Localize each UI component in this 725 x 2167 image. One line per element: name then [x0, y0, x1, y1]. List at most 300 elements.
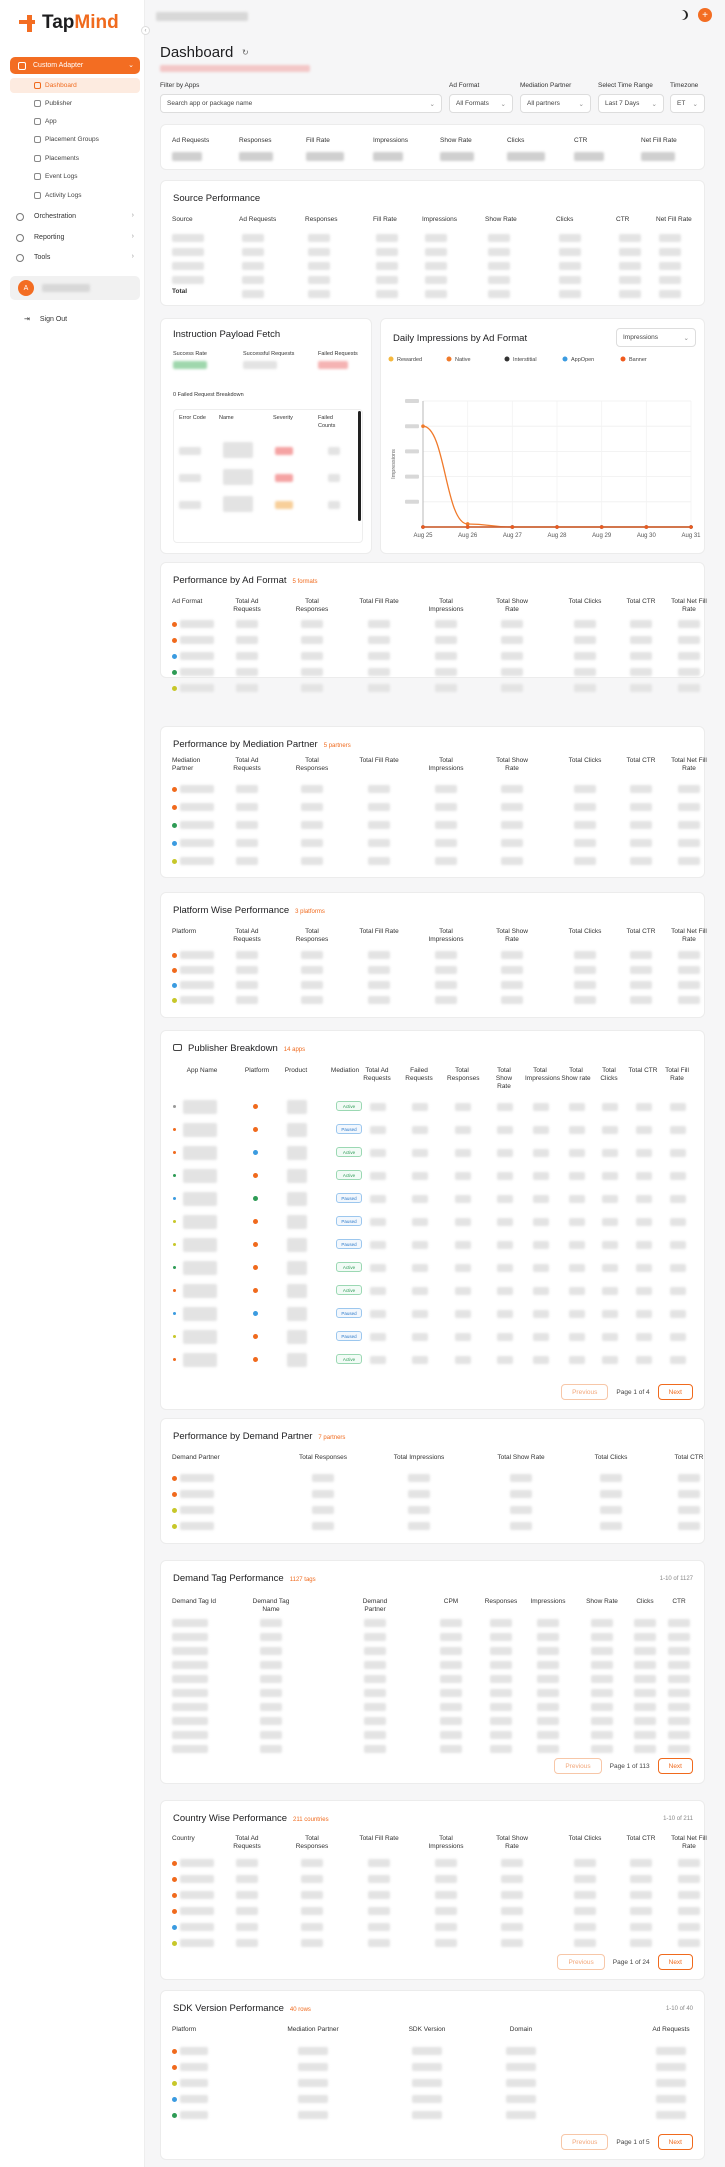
y-tick-redacted — [405, 475, 419, 479]
data-point-banner — [555, 525, 559, 529]
next-button[interactable]: Next — [658, 2134, 693, 2150]
table-cell — [435, 1891, 457, 1899]
legend-label: Interstitial — [513, 357, 537, 363]
table-cell — [368, 996, 390, 1004]
table-cell — [440, 1703, 462, 1711]
table-cell — [435, 1907, 457, 1915]
table-cell — [591, 1633, 613, 1641]
refresh-icon[interactable]: ↻ — [242, 48, 249, 57]
failed-breakdown-label: 0 Failed Request Breakdown — [173, 392, 244, 398]
table-cell — [678, 1490, 700, 1498]
sidebar-item-app[interactable]: App — [10, 114, 140, 129]
table-cell — [501, 1923, 523, 1931]
table-cell — [668, 1745, 690, 1753]
x-tick-label: Aug 29 — [592, 533, 612, 539]
table-cell — [172, 276, 204, 284]
column-header: Total CTR — [628, 1067, 658, 1074]
next-button[interactable]: Next — [658, 1954, 693, 1970]
table-cell — [308, 248, 330, 256]
row-dot — [173, 1335, 176, 1338]
collapse-sidebar-button[interactable]: ‹ — [141, 26, 150, 35]
previous-button[interactable]: Previous — [557, 1954, 604, 1970]
table-cell — [488, 290, 510, 298]
table-cell — [368, 684, 390, 692]
table-cell — [537, 1661, 559, 1669]
table-cell — [636, 1333, 652, 1341]
next-button[interactable]: Next — [658, 1758, 693, 1774]
table-cell — [368, 1923, 390, 1931]
column-header: Ad Format — [172, 598, 203, 605]
table-cell — [412, 1310, 428, 1318]
table-cell — [488, 234, 510, 242]
platform-dot — [253, 1288, 258, 1293]
table-cell — [501, 981, 523, 989]
x-tick-label: Aug 28 — [547, 533, 567, 539]
table-cell — [260, 1703, 282, 1711]
adapter-icon — [18, 62, 26, 70]
table-cell — [236, 1875, 258, 1883]
table-cell — [370, 1172, 386, 1180]
country-card-title-text: Country Wise Performance — [173, 1813, 288, 1824]
column-header: Mediation Partner — [172, 757, 201, 772]
table-cell — [260, 1619, 282, 1627]
platform-card — [160, 892, 705, 1018]
table-cell — [678, 1891, 700, 1899]
table-cell — [591, 1689, 613, 1697]
table-cell — [533, 1149, 549, 1157]
table-cell — [533, 1310, 549, 1318]
table-cell — [180, 620, 214, 628]
platform-card-title-text: Platform Wise Performance — [173, 905, 290, 916]
table-cell — [634, 1661, 656, 1669]
column-header: Total CTR — [626, 757, 656, 764]
table-cell — [569, 1103, 585, 1111]
table-cell — [659, 276, 681, 284]
table-cell — [368, 1907, 390, 1915]
table-cell — [408, 1474, 430, 1482]
table-cell — [630, 803, 652, 811]
table-cell — [172, 1717, 208, 1725]
table-cell — [636, 1241, 652, 1249]
metric-select[interactable]: Impressions ⌄ — [616, 328, 696, 347]
table-cell — [301, 668, 323, 676]
table-cell — [236, 839, 258, 847]
table-cell — [636, 1287, 652, 1295]
table-cell — [630, 839, 652, 847]
table-cell — [180, 1923, 214, 1931]
table-cell — [533, 1218, 549, 1226]
table-cell — [574, 1859, 596, 1867]
table-cell — [533, 1126, 549, 1134]
data-point-banner — [421, 525, 425, 529]
country-card-badge: 211 countries — [293, 1817, 329, 1823]
table-cell — [636, 1218, 652, 1226]
column-header: Total Responses — [298, 1454, 348, 1461]
table-cell — [574, 996, 596, 1004]
table-cell — [180, 684, 214, 692]
kpi-label: Ad Requests — [172, 137, 210, 144]
row-dot — [173, 1220, 176, 1223]
color-dot — [172, 841, 177, 846]
format-select[interactable]: All Formats ⌄ — [449, 94, 513, 113]
table-cell — [301, 785, 323, 793]
sidebar-item-placements[interactable]: Placements — [10, 151, 140, 166]
column-header: Mediation — [330, 1067, 360, 1074]
table-cell — [501, 996, 523, 1004]
table-cell — [260, 1689, 282, 1697]
table-cell — [574, 1907, 596, 1915]
column-header: Total Clicks — [568, 598, 602, 605]
table-cell — [678, 1907, 700, 1915]
table-cell — [242, 290, 264, 298]
table-cell — [678, 981, 700, 989]
table-cell — [368, 1859, 390, 1867]
success-rate-label: Success Rate — [173, 351, 207, 357]
column-header: Platform — [172, 2026, 197, 2033]
table-cell — [678, 1506, 700, 1514]
table-cell — [537, 1703, 559, 1711]
table-cell — [630, 652, 652, 660]
table-cell — [670, 1103, 686, 1111]
error-code-cell — [179, 501, 201, 509]
table-cell — [370, 1218, 386, 1226]
column-header: Total Show Rate — [496, 598, 528, 613]
product-cell — [287, 1284, 307, 1298]
table-cell — [425, 234, 447, 242]
kpi-label: Show Rate — [440, 137, 472, 144]
table-cell — [370, 1195, 386, 1203]
table-cell — [490, 1633, 512, 1641]
table-cell — [440, 1745, 462, 1753]
table-cell — [510, 1522, 532, 1530]
table-cell — [634, 1619, 656, 1627]
pagination — [557, 1954, 693, 1970]
app-name-cell — [183, 1307, 217, 1321]
app-name-cell — [183, 1146, 217, 1160]
table-cell — [497, 1241, 513, 1249]
table-cell — [668, 1717, 690, 1725]
table-cell — [668, 1619, 690, 1627]
table-cell — [636, 1172, 652, 1180]
user-profile[interactable] — [10, 276, 140, 300]
table-cell — [490, 1675, 512, 1683]
sdk-version-card-badge: 40 rows — [289, 2007, 311, 2013]
sidebar-item-orchestration[interactable]: Orchestration › — [10, 209, 140, 224]
table-cell — [364, 1717, 386, 1725]
table-cell — [180, 803, 214, 811]
table-cell — [236, 1923, 258, 1931]
column-header: Source — [172, 216, 193, 223]
table-cell — [455, 1218, 471, 1226]
row-dot — [173, 1358, 176, 1361]
table-cell — [656, 2111, 686, 2119]
table-cell — [602, 1195, 618, 1203]
table-cell — [569, 1356, 585, 1364]
table-cell — [490, 1661, 512, 1669]
table-cell — [670, 1241, 686, 1249]
color-dot — [172, 1941, 177, 1946]
chevron-down-icon: ⌄ — [128, 62, 134, 69]
table-cell — [559, 290, 581, 298]
table-cell — [312, 1506, 334, 1514]
status-badge: Paused — [336, 1331, 362, 1341]
column-header: Platform — [244, 1067, 270, 1074]
table-cell — [368, 1891, 390, 1899]
table-cell — [668, 1731, 690, 1739]
table-cell — [490, 1731, 512, 1739]
platform-dot — [253, 1104, 258, 1109]
error-name-cell — [223, 442, 253, 458]
table-cell — [308, 234, 330, 242]
app-name-cell — [183, 1284, 217, 1298]
table-cell — [236, 684, 258, 692]
app-name-cell — [183, 1169, 217, 1183]
legend-dot — [447, 357, 452, 362]
failed-requests-value — [318, 361, 348, 369]
source-performance-title: Source Performance — [173, 193, 261, 204]
table-cell — [435, 1859, 457, 1867]
subtitle-redacted — [160, 65, 310, 72]
column-header: Total Show Rate — [497, 1454, 545, 1461]
table-cell — [600, 1522, 622, 1530]
column-header: Total Fill Rate — [665, 1067, 689, 1082]
time-range-select[interactable]: Last 7 Days ⌄ — [598, 94, 664, 113]
sidebar-item-placement-groups[interactable]: Placement Groups — [10, 132, 140, 147]
kpi-value — [507, 152, 545, 161]
color-dot — [172, 968, 177, 973]
table-cell — [501, 1907, 523, 1915]
column-header: Total Ad Requests — [233, 928, 261, 943]
table-cell — [591, 1745, 613, 1753]
table-cell — [412, 2079, 442, 2087]
table-cell — [533, 1287, 549, 1295]
table-cell — [533, 1356, 549, 1364]
timezone-select[interactable]: ET ⌄ — [670, 94, 705, 113]
add-button[interactable]: + — [698, 8, 712, 22]
table-cell — [501, 668, 523, 676]
table-cell — [412, 2095, 442, 2103]
column-header: Total CTR — [626, 598, 656, 605]
table-cell — [364, 1731, 386, 1739]
table-cell — [619, 276, 641, 284]
table-cell — [501, 1875, 523, 1883]
table-cell — [308, 290, 330, 298]
table-cell — [370, 1356, 386, 1364]
table-cell — [574, 684, 596, 692]
platform-dot — [253, 1311, 258, 1316]
table-cell — [488, 276, 510, 284]
table-cell — [678, 1875, 700, 1883]
table-cell — [574, 857, 596, 865]
kpi-label: Clicks — [507, 137, 525, 144]
table-cell — [312, 1490, 334, 1498]
chevron-down-icon: ⌄ — [429, 101, 435, 108]
column-header: App Name — [186, 1067, 218, 1074]
table-cell — [574, 1875, 596, 1883]
sidebar-item-tools[interactable]: Tools › — [10, 250, 140, 265]
column-header: Total CTR — [626, 1835, 656, 1842]
table-cell — [670, 1356, 686, 1364]
product-cell — [287, 1123, 307, 1137]
chevron-right-icon: › — [131, 233, 134, 240]
chevron-down-icon: ⌄ — [683, 335, 689, 342]
status-badge: Active — [336, 1285, 362, 1295]
color-dot — [172, 2113, 177, 2118]
sidebar-item-reporting[interactable]: Reporting › — [10, 230, 140, 245]
previous-button[interactable]: Previous — [561, 1384, 608, 1400]
table-cell — [634, 1647, 656, 1655]
column-header: Total Impressions — [393, 1454, 445, 1461]
table-cell — [619, 234, 641, 242]
table-cell — [412, 1356, 428, 1364]
table-cell — [670, 1218, 686, 1226]
app-logo[interactable] — [16, 12, 119, 34]
table-cell — [440, 1619, 462, 1627]
row-dot — [173, 1128, 176, 1131]
daily-impressions-card — [380, 318, 705, 554]
table-cell — [591, 1731, 613, 1739]
column-header: Total Ad Requests — [233, 598, 261, 613]
sign-out-button[interactable]: ⇥ Sign Out — [24, 315, 68, 323]
color-dot — [172, 1877, 177, 1882]
table-cell — [180, 668, 214, 676]
table-cell — [435, 996, 457, 1004]
table-cell — [312, 1474, 334, 1482]
partner-select[interactable]: All partners ⌄ — [520, 94, 591, 113]
color-dot — [172, 787, 177, 792]
kpi-label: Responses — [239, 137, 272, 144]
table-cell — [574, 1939, 596, 1947]
table-cell — [368, 620, 390, 628]
sidebar-item-publisher[interactable]: Publisher — [10, 96, 140, 111]
table-cell — [301, 803, 323, 811]
chevron-down-icon: ⌄ — [500, 101, 506, 108]
table-cell — [236, 636, 258, 644]
failed-count-cell — [328, 474, 340, 482]
table-cell — [569, 1172, 585, 1180]
table-cell — [636, 1149, 652, 1157]
table-cell — [260, 1731, 282, 1739]
table-cell — [260, 1717, 282, 1725]
color-dot — [172, 654, 177, 659]
data-point-banner — [600, 525, 604, 529]
table-cell — [678, 966, 700, 974]
status-badge: Paused — [336, 1239, 362, 1249]
publisher-breakdown-title — [173, 1043, 305, 1054]
table-cell — [236, 1907, 258, 1915]
daily-impressions-chart — [381, 349, 706, 555]
error-column-header: Name — [219, 415, 234, 421]
table-cell — [668, 1675, 690, 1683]
table-cell — [506, 2047, 536, 2055]
table-cell — [408, 1522, 430, 1530]
table-cell — [435, 981, 457, 989]
table-cell — [298, 2111, 328, 2119]
table-cell — [678, 620, 700, 628]
page-indicator: Page 1 of 24 — [612, 1958, 650, 1966]
kpi-label: CTR — [574, 137, 588, 144]
table-cell — [455, 1264, 471, 1272]
table-cell — [630, 636, 652, 644]
table-cell — [455, 1172, 471, 1180]
table-cell — [501, 636, 523, 644]
table-cell — [659, 248, 681, 256]
table-cell — [574, 668, 596, 676]
table-cell — [533, 1264, 549, 1272]
table-cell — [634, 1717, 656, 1725]
scrollbar[interactable] — [358, 411, 361, 521]
next-button[interactable]: Next — [658, 1384, 693, 1400]
table-cell — [678, 857, 700, 865]
table-cell — [619, 262, 641, 270]
sidebar-item-activity-logs[interactable]: Activity Logs — [10, 188, 140, 203]
app-name-cell — [183, 1353, 217, 1367]
avatar: A — [18, 280, 34, 296]
table-cell — [670, 1333, 686, 1341]
dark-mode-icon[interactable] — [678, 10, 688, 20]
table-cell — [668, 1647, 690, 1655]
previous-button[interactable]: Previous — [561, 2134, 608, 2150]
sidebar-item-event-logs[interactable]: Event Logs — [10, 169, 140, 184]
table-cell — [425, 290, 447, 298]
demand-partner-card — [160, 1418, 705, 1544]
table-cell — [630, 966, 652, 974]
column-header: Total Net Fill Rate — [671, 928, 707, 943]
column-header: Demand Tag Name — [252, 1598, 290, 1613]
table-cell — [440, 1689, 462, 1697]
color-dot — [172, 983, 177, 988]
sidebar-section-custom-adapter[interactable] — [10, 57, 140, 74]
table-cell — [312, 1522, 334, 1530]
platform-dot — [253, 1357, 258, 1362]
column-header: Total Impressions — [525, 1067, 561, 1082]
table-cell — [301, 1923, 323, 1931]
sidebar-item-dashboard[interactable]: Dashboard — [10, 78, 140, 93]
sdk-version-card-title-text: SDK Version Performance — [173, 2003, 284, 2014]
column-header: Demand Partner — [172, 1454, 220, 1461]
table-cell — [440, 1731, 462, 1739]
row-dot — [173, 1151, 176, 1154]
y-tick-redacted — [405, 500, 419, 504]
color-dot — [172, 1909, 177, 1914]
apps-search-input[interactable]: Search app or package name ⌄ — [160, 94, 442, 113]
table-cell — [574, 981, 596, 989]
table-cell — [569, 1149, 585, 1157]
table-cell — [180, 1939, 214, 1947]
app-name-cell — [183, 1100, 217, 1114]
table-cell — [659, 234, 681, 242]
table-cell — [569, 1218, 585, 1226]
table-cell — [490, 1689, 512, 1697]
chevron-down-icon: ⌄ — [692, 101, 698, 108]
table-cell — [678, 803, 700, 811]
table-cell — [440, 1717, 462, 1725]
country-card-title — [173, 1813, 329, 1824]
table-cell — [510, 1490, 532, 1498]
table-cell — [455, 1149, 471, 1157]
table-cell — [630, 996, 652, 1004]
table-cell — [376, 290, 398, 298]
table-cell — [368, 1939, 390, 1947]
product-cell — [287, 1192, 307, 1206]
table-cell — [602, 1287, 618, 1295]
platform-card-badge: 3 platforms — [295, 909, 325, 915]
x-tick-label: Aug 26 — [458, 533, 478, 539]
previous-button[interactable]: Previous — [554, 1758, 601, 1774]
table-cell — [678, 996, 700, 1004]
table-cell — [602, 1310, 618, 1318]
chevron-down-icon: ⌄ — [651, 101, 657, 108]
